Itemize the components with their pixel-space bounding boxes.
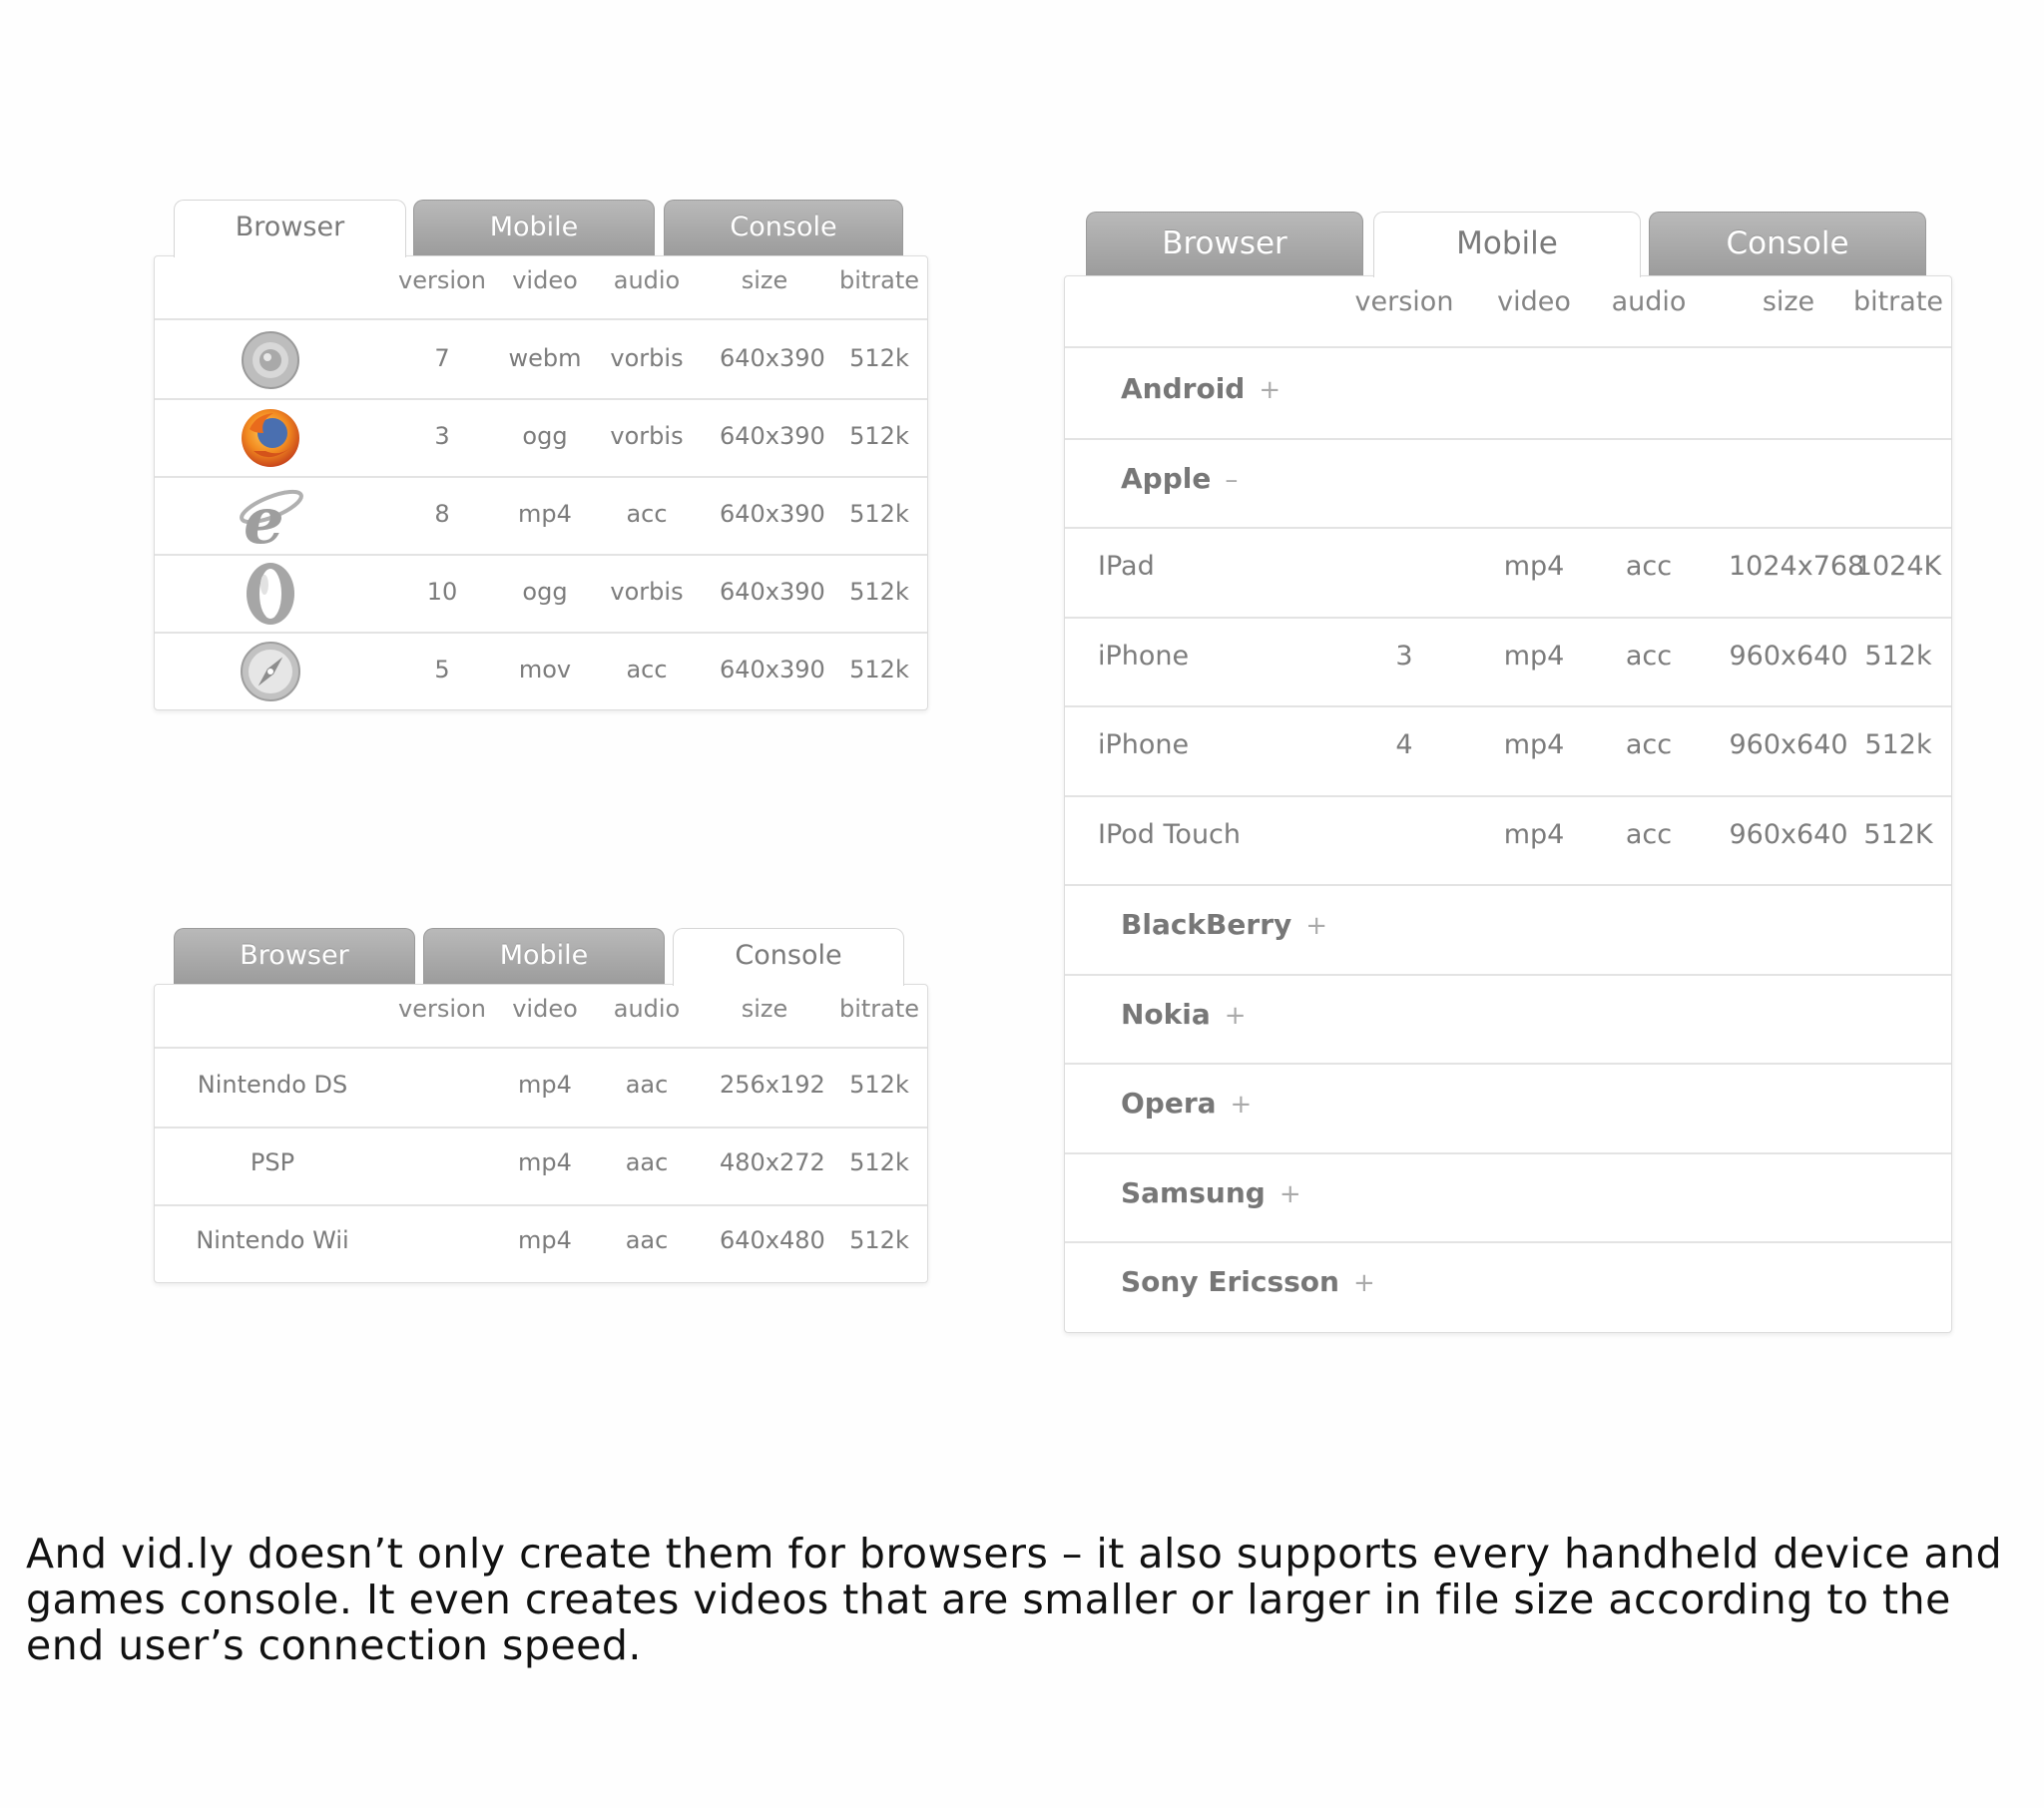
- cell-bitrate: 512k: [849, 344, 909, 372]
- cell-size: 640x390: [720, 344, 825, 372]
- column-header-bitrate: bitrate: [838, 266, 920, 294]
- brand-label-group: [1121, 462, 1238, 495]
- tab-mobile[interactable]: Mobile: [1373, 212, 1641, 277]
- cell-video: mp4: [1503, 551, 1565, 582]
- expand-icon[interactable]: +: [1352, 1268, 1375, 1298]
- cell-bitrate: 512k: [1864, 729, 1932, 760]
- table-row: [155, 1127, 927, 1206]
- cell-size: 640x390: [720, 422, 825, 450]
- expand-icon[interactable]: +: [1259, 375, 1281, 405]
- browser-formats-panel: [154, 200, 928, 710]
- cell-bitrate: 512k: [849, 500, 909, 528]
- cell-version: 10: [426, 578, 458, 606]
- cell-size: 960x640: [1729, 640, 1848, 672]
- slide-caption: And vid.ly doesn’t only create them for browsers – it also supports every handheld device and games console. It even creates videos that are smaller or larger in file size according to the end user’s connection speed.: [26, 1530, 2003, 1669]
- brand-row-nokia[interactable]: [1065, 974, 1951, 1066]
- brand-label-group: [1121, 1265, 1375, 1298]
- cell-audio: acc: [626, 500, 668, 528]
- table-header: [155, 985, 927, 1049]
- table-row: [155, 398, 927, 478]
- cell-bitrate: 512k: [849, 1148, 909, 1176]
- cell-version: 4: [1395, 729, 1413, 760]
- console-name: Nintendo Wii: [196, 1226, 349, 1254]
- brand-label-group: [1121, 1087, 1252, 1120]
- cell-audio: acc: [1625, 640, 1673, 672]
- cell-size: 256x192: [720, 1071, 825, 1099]
- tab-console[interactable]: Console: [673, 928, 904, 986]
- column-header-size: size: [741, 995, 788, 1023]
- table-row: [155, 320, 927, 400]
- table-header: [1065, 276, 1951, 348]
- device-row: [1065, 617, 1951, 708]
- column-header-video: video: [512, 266, 578, 294]
- column-header-bitrate: bitrate: [838, 995, 920, 1023]
- cell-audio: acc: [1625, 818, 1673, 850]
- table-row: [155, 476, 927, 556]
- cell-size: 640x390: [720, 656, 825, 683]
- brand-row-android[interactable]: [1065, 348, 1951, 440]
- chrome-icon: [235, 328, 306, 392]
- brand-label-group: [1121, 372, 1280, 405]
- collapse-icon[interactable]: –: [1225, 464, 1239, 495]
- brand-name: BlackBerry: [1121, 908, 1292, 941]
- table-row: [155, 1204, 927, 1282]
- tab-console[interactable]: Console: [1649, 212, 1926, 275]
- cell-video: mp4: [518, 500, 572, 528]
- device-row: [1065, 795, 1951, 887]
- cell-bitrate: 512k: [849, 1071, 909, 1099]
- cell-audio: aac: [625, 1148, 669, 1176]
- table-row: [155, 1049, 927, 1129]
- brand-row-blackberry[interactable]: [1065, 884, 1951, 976]
- tab-mobile[interactable]: Mobile: [413, 200, 655, 255]
- brand-label-group: [1121, 1176, 1301, 1209]
- cell-audio: acc: [1625, 729, 1673, 760]
- cell-video: mp4: [1503, 729, 1565, 760]
- expand-icon[interactable]: +: [1278, 1178, 1301, 1209]
- cell-video: ogg: [522, 422, 568, 450]
- firefox-icon: [235, 406, 306, 470]
- brand-name: Apple: [1121, 461, 1212, 495]
- brand-name: Opera: [1121, 1087, 1217, 1120]
- device-name: IPod Touch: [1098, 818, 1242, 850]
- mobile-table: [1064, 275, 1952, 1333]
- cell-audio: vorbis: [610, 422, 684, 450]
- opera-icon: [235, 562, 306, 626]
- table-row: [155, 632, 927, 709]
- cell-version: 3: [434, 422, 450, 450]
- cell-version: 3: [1395, 640, 1413, 672]
- column-header-video: video: [512, 995, 578, 1023]
- cell-version: 7: [434, 344, 450, 372]
- console-name: PSP: [250, 1148, 295, 1176]
- console-formats-panel: [154, 928, 928, 1283]
- brand-row-opera[interactable]: [1065, 1063, 1951, 1154]
- console-table: [154, 984, 928, 1283]
- cell-audio: vorbis: [610, 344, 684, 372]
- expand-icon[interactable]: +: [1230, 1090, 1253, 1120]
- column-header-version: version: [398, 266, 486, 294]
- safari-icon: [235, 640, 306, 703]
- expand-icon[interactable]: +: [1224, 1000, 1247, 1031]
- internet-explorer-icon: [235, 484, 306, 548]
- tab-browser[interactable]: Browser: [1086, 212, 1363, 275]
- cell-video: ogg: [522, 578, 568, 606]
- cell-size: 640x390: [720, 578, 825, 606]
- cell-bitrate: 1024K: [1854, 551, 1942, 582]
- cell-bitrate: 512K: [1863, 818, 1933, 850]
- brand-label-group: [1121, 908, 1327, 941]
- table-header: [155, 256, 927, 320]
- tab-mobile[interactable]: Mobile: [423, 928, 665, 984]
- cell-video: mp4: [518, 1071, 572, 1099]
- cell-audio: acc: [626, 656, 668, 683]
- cell-bitrate: 512k: [849, 656, 909, 683]
- column-header-version: version: [1354, 286, 1454, 317]
- cell-bitrate: 512k: [1864, 640, 1932, 672]
- device-name: IPad: [1098, 551, 1155, 582]
- brand-name: Sony Ericsson: [1121, 1265, 1339, 1298]
- device-row: [1065, 527, 1951, 619]
- svg-text:e: e: [244, 484, 284, 549]
- cell-size: 1024x768: [1729, 551, 1865, 582]
- column-header-size: size: [741, 266, 788, 294]
- brand-name: Samsung: [1121, 1175, 1266, 1209]
- column-header-audio: audio: [1611, 286, 1687, 317]
- cell-version: 8: [434, 500, 450, 528]
- console-name: Nintendo DS: [197, 1071, 348, 1099]
- cell-size: 640x390: [720, 500, 825, 528]
- tab-browser[interactable]: Browser: [174, 200, 406, 257]
- device-row: [1065, 705, 1951, 797]
- cell-version: 5: [434, 656, 450, 683]
- cell-audio: aac: [625, 1071, 669, 1099]
- cell-video: mp4: [518, 1226, 572, 1254]
- cell-audio: vorbis: [610, 578, 684, 606]
- cell-size: 960x640: [1729, 818, 1848, 850]
- cell-size: 640x480: [720, 1226, 825, 1254]
- brand-label-group: [1121, 998, 1247, 1031]
- cell-bitrate: 512k: [849, 1226, 909, 1254]
- cell-audio: acc: [1625, 551, 1673, 582]
- expand-icon[interactable]: +: [1305, 911, 1328, 941]
- column-header-audio: audio: [613, 266, 681, 294]
- cell-video: mp4: [518, 1148, 572, 1176]
- column-header-audio: audio: [613, 995, 681, 1023]
- brand-name: Android: [1121, 372, 1246, 405]
- browser-table: [154, 255, 928, 710]
- table-row: [155, 554, 927, 634]
- cell-audio: aac: [625, 1226, 669, 1254]
- tab-browser[interactable]: Browser: [174, 928, 415, 984]
- cell-size: 960x640: [1729, 729, 1848, 760]
- cell-size: 480x272: [720, 1148, 825, 1176]
- brand-name: Nokia: [1121, 997, 1211, 1031]
- device-name: iPhone: [1098, 729, 1190, 760]
- brand-row-apple[interactable]: [1065, 438, 1951, 530]
- cell-bitrate: 512k: [849, 578, 909, 606]
- column-header-size: size: [1762, 286, 1815, 317]
- device-name: iPhone: [1098, 640, 1190, 672]
- cell-video: mp4: [1503, 818, 1565, 850]
- column-header-bitrate: bitrate: [1852, 286, 1944, 317]
- column-header-version: version: [398, 995, 486, 1023]
- column-header-video: video: [1497, 286, 1571, 317]
- cell-video: webm: [508, 344, 582, 372]
- cell-video: mp4: [1503, 640, 1565, 672]
- cell-bitrate: 512k: [849, 422, 909, 450]
- brand-row-sony-ericsson[interactable]: [1065, 1241, 1951, 1331]
- brand-row-samsung[interactable]: [1065, 1152, 1951, 1244]
- tab-console[interactable]: Console: [664, 200, 903, 255]
- mobile-formats-panel: [1064, 212, 1952, 1333]
- cell-video: mov: [518, 656, 572, 683]
